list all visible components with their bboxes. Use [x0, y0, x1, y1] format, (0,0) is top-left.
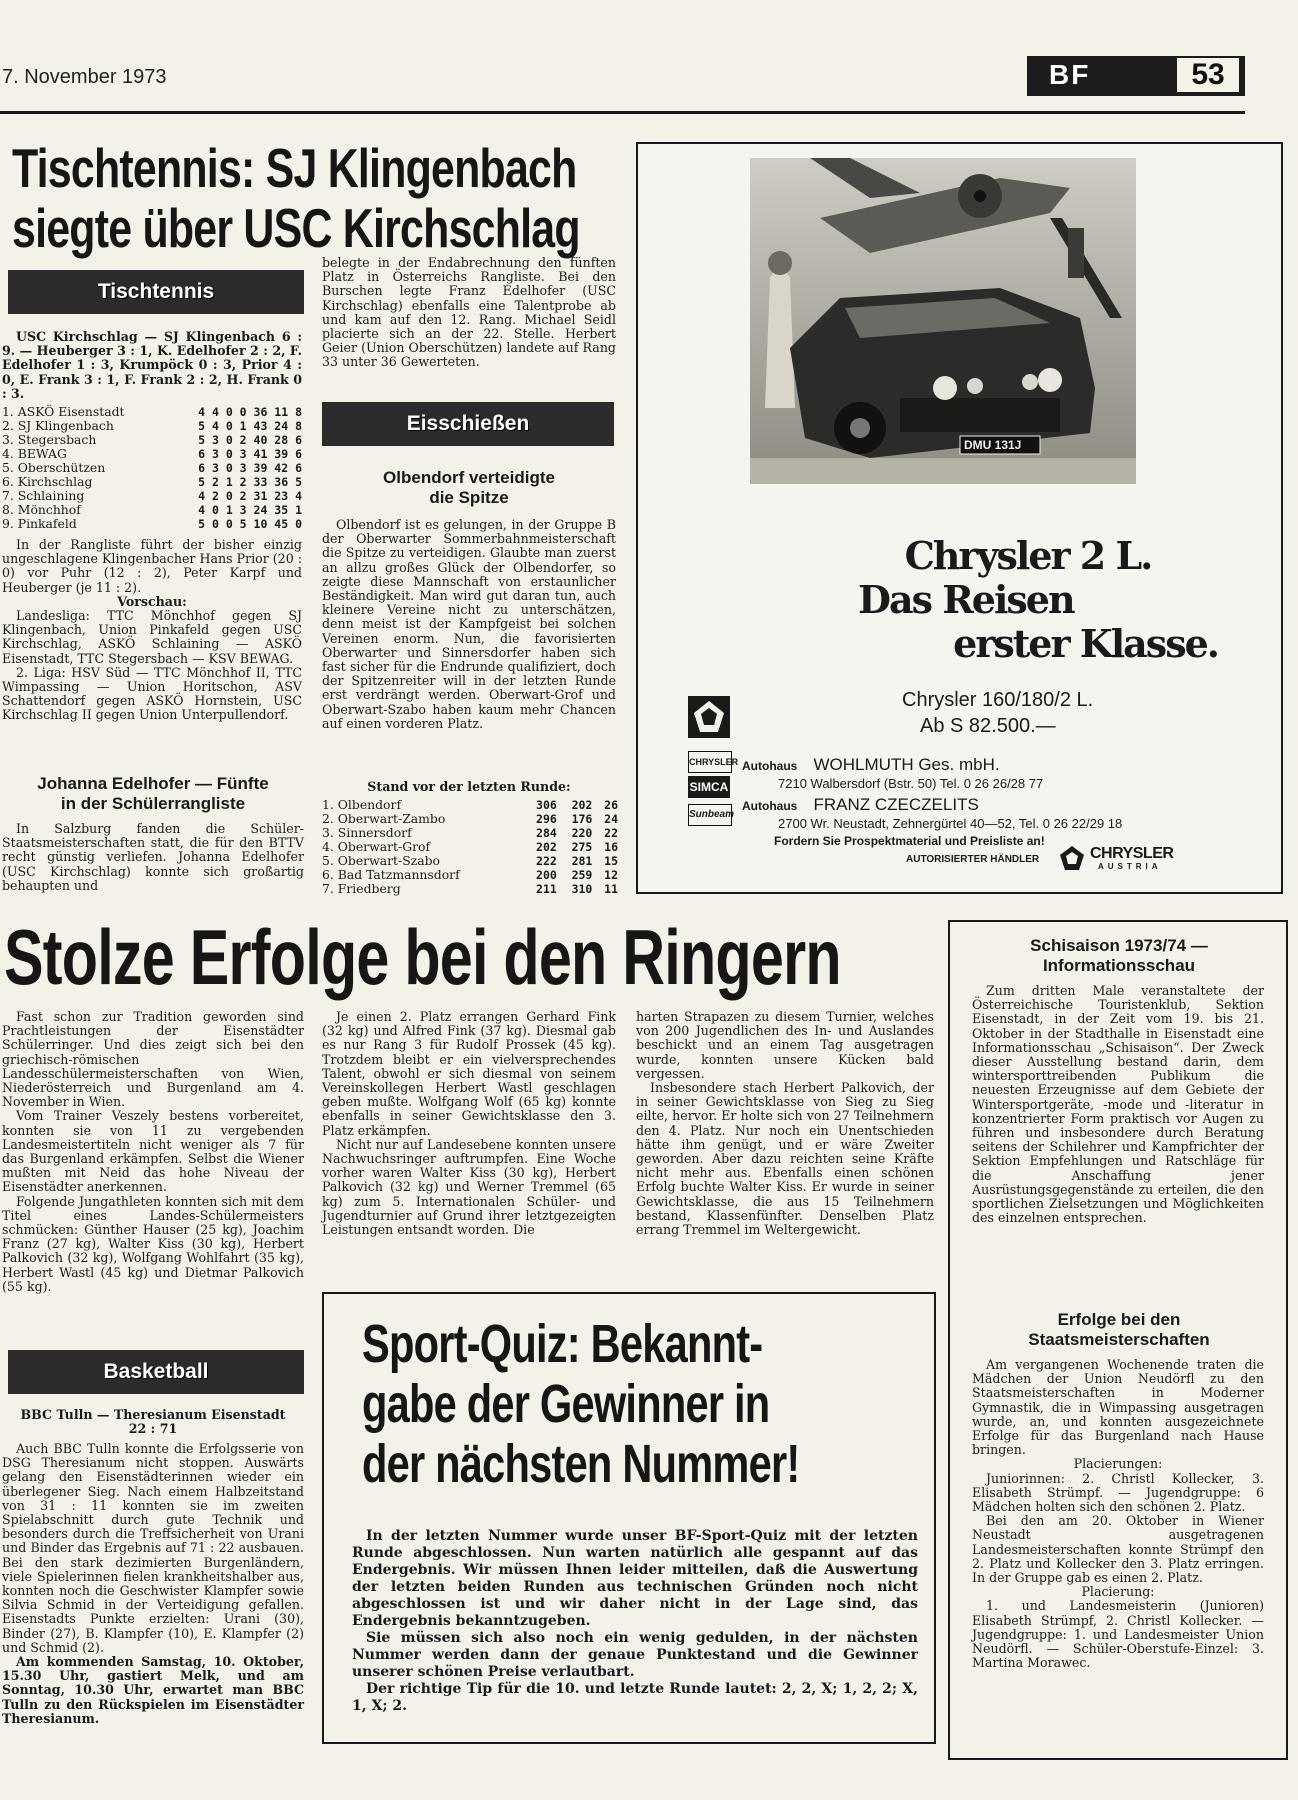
table-row: 3. Stegersbach 5 3 0 2 40 28 6	[2, 432, 302, 447]
quiz-headline: Sport-Quiz: Bekannt- gabe der Gewinner in der nächsten Nummer!	[362, 1314, 800, 1494]
table-row: 1. ASKÖ Eisenstadt 4 4 0 0 36 11 8	[2, 404, 302, 419]
table-row: 7. Schlaining 4 2 0 2 31 23 4	[2, 488, 302, 503]
table-row: 2. Oberwart-Zambo 296 176 24	[322, 811, 618, 826]
page-number: 53	[1177, 58, 1239, 92]
table-row: 4. BEWAG 6 3 0 3 41 39 6	[2, 446, 302, 461]
pentastar-icon	[688, 696, 730, 738]
edelhofer-text: In Salzburg fanden die Schüler-Staatsmeisterschaften statt, die für den BTTV recht günstig verliefen. Johanna Edelhofer (USC Kirchschlag) konnte sich großartig behaupten und	[2, 821, 304, 893]
dealer-2: Autohaus FRANZ CZECZELITS 2700 Wr. Neustadt, Zehnergürtel 40—52, Tel. 0 26 22/29 18	[742, 795, 1123, 831]
car-and-plane-illustration	[750, 158, 1136, 484]
chrysler-ad	[636, 142, 1283, 894]
brand-label: BF	[1049, 59, 1091, 90]
table-row: 3. Sinnersdorf 284 220 22	[322, 825, 618, 840]
ringer-headline: Stolze Erfolge bei den Ringern	[4, 913, 841, 1001]
sport-quiz-box	[322, 1292, 936, 1744]
basketball-match: BBC Tulln — Theresianum Eisenstadt 22 : 71	[20, 1407, 286, 1437]
header-rule	[0, 111, 1245, 114]
basketball-text: Auch BBC Tulln konnte die Erfolgsserie von DSG Theresianum nicht stoppen. Auswärts gelang den Eisenstädterinnen wieder ein überlegener Sieg. Nach einem Halbzeitstand von 31 : 11 konnten sie im zweiten Spielabschnitt durch gute Technik und besonders durch die Treffsicherheit von Urani und Binder das Ergebnis auf 71 : 22 ausbauen. Bei den stark dezimierten Burgenländern, viele Spielerinnen fielen krankheitshalber aus, konnten noch die Geschwister Klampfer sowie Silvia Schmid in der Verteidigung gefallen. Eisenstadts Punkte erzielten: Urani (30), Binder (27), B. Klampfer (10), E. Klampfer (2) und Schmid (2). Am kommenden Samstag, 10. Oktober, 15.30 Uhr, gastiert Melk, und am Sonntag, 10.30 Uhr, erwartet man BBC Tulln zu den Rückspielen im Eisenstädter Theresianum.	[2, 1441, 304, 1726]
erfolge-title: Erfolge bei den Staatsmeisterschaften	[1028, 1310, 1210, 1349]
table-row: 5. Oberschützen 6 3 0 3 39 42 6	[2, 460, 302, 475]
quiz-text: In der letzten Nummer wurde unser BF-Sport-Quiz mit der letzten Runde abgeschlossen. Nun warten natürlich alle gespannt auf das Endergebnis. Wir müssen Ihnen leider mitteilen, daß die Auswertung der letzten beiden Runden aus technischen Gründen noch nicht abgeschlossen ist und wir daher nicht in der Lage sind, das Endergebnis bekanntzugeben. Sie müssen sich also noch ein wenig gedulden, in der nächsten Nummer werden dann der genaue Punktestand und die Gewinner unserer schönen Preise verlautbart. Der richtige Tip für die 10. und letzte Runde lautet: 2, 2, X; 1, 2, 2; X, 1, X; 2.	[352, 1528, 918, 1714]
schisaison-box	[948, 920, 1288, 1760]
tischtennis-continuation: belegte in der Endabrechnung den fünften Platz in Österreichs Rangliste. Bei den Burschen legte Franz Edelhofer (USC Kirchschlag) ebenfalls eine Talentprobe ab und kam auf den 12. Rang. Michael Seidl placierte sich an der 22. Stelle. Herbert Geier (Union Oberschützen) landete auf Rang 33 unter 36 Gewerteten.	[322, 255, 616, 370]
tischtennis-match-intro: USC Kirchschlag — SJ Klingenbach 6 : 9. — Heuberger 3 : 1, K. Edelhofer 2 : 2, F. Edelhofer 1 : 3, Krumpöck 0 : 3, Prior 4 : 0, E. Frank 3 : 1, F. Frank 2 : 2, H. Frank 0 : 3.	[2, 329, 302, 401]
eisschiessen-title: Olbendorf verteidigte die Spitze	[383, 468, 555, 507]
table-row: 1. Olbendorf 306 202 26	[322, 797, 618, 812]
eisschiessen-standings	[320, 798, 620, 896]
table-row: 5. Oberwart-Szabo 222 281 15	[322, 853, 618, 868]
basketball-band: Basketball	[8, 1350, 304, 1394]
ad-price: Ab S 82.500.—	[920, 715, 1056, 737]
schisaison-title: Schisaison 1973/74 — Informationsschau	[1030, 936, 1208, 975]
ad-photo	[750, 158, 1136, 484]
masthead-badge	[1027, 56, 1245, 96]
tischtennis-headline-1: Tischtennis: SJ Klingenbach	[12, 137, 577, 199]
tischtennis-headline-2: siegte über USC Kirchschlag	[12, 197, 580, 259]
schisaison-text: Zum dritten Male veranstaltete der Österreichische Touristenklub, Sektion Eisenstadt, in der Zeit vom 19. bis 21. Oktober in der Stadthalle in Eisenstadt eine Informationsschau „Schisaison“. Der Zweck dieser Ausstellung bestand darin, dem wintersporttreibenden Publikum die neuesten Erzeugnisse auf dem Gebiete der Wintersportgeräte, -mode und -literatur in konzentrierter Form praktisch vor Augen zu führen und insbesondere durch Beratung seitens der Schilehrer und Kampfrichter der Sektion Empfehlungen und Ratschläge für die Anschaffung jener Ausrüstungsgegenstände zu erteilen, die den sportlichen Zielsetzungen und Möglichkeiten des einzelnen entsprechen.	[972, 983, 1264, 1226]
ringer-col-2: Je einen 2. Platz errangen Gerhard Fink (32 kg) und Alfred Fink (37 kg). Diesmal gab es nur Rang 3 für Rudolf Prossek (45 kg). Trotzdem bleibt er ein vielversprechendes Talent, obwohl er sich diesmal von seinem Vereinskollegen Herbert Wastl geschlagen geben mußte. Wolfgang Wolf (65 kg) konnte ebenfalls in seiner Gewichtsklasse den 3. Platz erkämpfen. Nicht nur auf Landesebene konnten unsere Nachwuchsringer auftrumpfen. Eine Woche vorher waren Walter Kiss (30 kg), Herbert Palkovich (32 kg) und Werner Tremmel (65 kg) zum 5. Internationalen Schüler- und Jugendturnier auf Grund ihrer letztgezeigten Leistungen entsandt worden. Die	[322, 1009, 616, 1238]
brand-tag-chrysler: CHRYSLER	[688, 751, 732, 773]
chrysler-logo-sub: AUSTRIA	[1098, 862, 1162, 871]
eisschiessen-band: Eisschießen	[322, 402, 614, 446]
pentastar-logo-box	[688, 696, 730, 738]
tischtennis-text: In der Rangliste führt der bisher einzig ungeschlagene Klingenbacher Hans Prior (20 : 0) vor Puhr (12 : 2), Peter Karpf und Heuberger (je 11 : 2). Vorschau: Landesliga: TTC Mönchhof gegen SJ Klingenbach, Union Pinkafeld gegen USC Kirchschlag, ASKÖ Schlaining — ASKÖ Eisenstadt, TTC Stegersbach — KSV BEWAG. 2. Liga: HSV Süd — TTC Mönchhof II, TTC Wimpassing — Union Horitschon, ASV Schattendorf gegen ASKÖ Hornstein, USC Kirchschlag II gegen Union Unterpullendorf.	[2, 537, 302, 723]
tischtennis-band: Tischtennis	[8, 270, 304, 314]
eisschiessen-text: Olbendorf ist es gelungen, in der Gruppe B der Oberwarter Sommerbahnmeisterschaft die Spitze zu verteidigen. Glaubte man zuerst an allzu großes Glück der Olbendorfer, so zeigte diese Mannschaft von erstaunlicher Beständigkeit. Man wird gut daran tun, auch kleinere Vereine nicht zu unterschätzen, denn meist ist der Kampfgeist bei solchen Vereinen enorm. Nun, die favorisierten Oberwarter und Sinnersdorfer haben sich fast sicher für die Endrunde qualifiziert, doch der Spitzenreiter will in der letzten Runde erst verdrängt werden. Oberwart-Grof und Oberwart-Szabo haben kaum mehr Chancen auf einen vorderen Platz.	[322, 517, 616, 731]
erfolge-text: Am vergangenen Wochenende traten die Mädchen der Union Neudörfl zu den Staatsmeisterschaften in Moderner Gymnastik, die in Wimpassing ausgetragen wurde, an, und konnten ausgezeichnete Erfolge für das Burgenland nach Hause bringen. Placierungen: Juniorinnen: 2. Christl Kollecker, 3. Elisabeth Strümpf. — Jugendgruppe: 6 Mädchen holten sich den schönen 2. Platz. Bei den am 20. Oktober in Wiener Neustadt ausgetragenen Landesmeisterschaften konnte Strümpf den 2. Platz und Kollecker den 3. Platz erringen. In der Gruppe gab es einen 2. Platz. Placierung: 1. und Landesmeisterin (Junioren) Elisabeth Strümpf, 2. Christl Kollecker. — Jugendgruppe: 1. und Landesmeister Union Neudörfl. — Schüler-Oberstufe-Einzel: 3. Martina Morawec.	[972, 1357, 1264, 1671]
table-row: 4. Oberwart-Grof 202 275 16	[322, 839, 618, 854]
table-row: 8. Mönchhof 4 0 1 3 24 35 1	[2, 502, 302, 517]
table-row: 6. Kirchschlag 5 2 1 2 33 36 5	[2, 474, 302, 489]
ad-headline: Chrysler 2 L. Das Reisen erster Klasse.	[858, 533, 1218, 666]
table-row: 6. Bad Tatzmannsdorf 200 259 12	[322, 867, 618, 882]
edelhofer-title: Johanna Edelhofer — Fünfte in der Schülerrangliste	[37, 774, 269, 813]
brand-tag-simca: SIMCA	[688, 776, 730, 798]
table-row: 7. Friedberg 211 310 11	[322, 881, 618, 896]
ad-request: Fordern Sie Prospektmaterial und Preisliste an!	[774, 834, 1045, 848]
ringer-col-1: Fast schon zur Tradition geworden sind Prachtleistungen der Eisenstädter Schülerringer. Und dies zeigt sich bei den griechisch-römischen Landesschülermeisterschaften von Wien, Niederösterreich und Burgenland am 4. November in Wien. Vom Trainer Veszely bestens vorbereitet, konnten sie von 11 zu vergebenden Landesmeistertiteln nicht weniger als 7 für das Burgenland erkämpfen. Selbst die Wiener mußten mit Neid das hohe Niveau der Eisenstädter anerkennen. Folgende Jungathleten konnten sich mit dem Titel eines Landes-Schülermeisters schmücken: Günther Hauser (25 kg), Joachim Franz (27 kg), Walter Kiss (30 kg), Herbert Palkovich (32 kg), Wolfgang Wohlfahrt (35 kg), Herbert Wastl (45 kg) und Dietmar Palkovich (55 kg).	[2, 1009, 304, 1294]
ringer-col-3: harten Strapazen zu diesem Turnier, welches von 200 Jugendlichen des In- und Auslandes beschickt und an einem Tag ausgetragen wurde, konnten unsere Kücken bald vergessen. Insbesondere stach Herbert Palkovich, der in seiner Gewichtsklasse von Sieg zu Sieg eilte, hervor. Er holte sich von 27 Teilnehmern den 4. Platz. Nur noch ein Unentschieden hätte ihm genügt, und er wäre Zweiter geworden. Aber dazu reichten seine Kräfte nicht mehr aus. Ebenfalls einen schönen Erfolg buchte Walter Kiss. Er wurde in seiner Gewichtsklasse, die aus 15 Teilnehmern bestand, Klassenfünfter. Denselben Platz errang Tremmel im Weltergewicht.	[636, 1009, 934, 1238]
tischtennis-standings	[0, 405, 304, 531]
ad-authorized: AUTORISIERTER HÄNDLER	[906, 854, 1040, 865]
issue-date: 7. November 1973	[2, 66, 167, 88]
table-row: 9. Pinkafeld 5 0 0 5 10 45 0	[2, 516, 302, 531]
dealer-1: Autohaus WOHLMUTH Ges. mbH. 7210 Walbersdorf (Bstr. 50) Tel. 0 26 26/28 77	[742, 755, 1044, 791]
pentastar-small-icon	[1058, 844, 1086, 872]
ad-models: Chrysler 160/180/2 L.	[902, 689, 1094, 711]
brand-tag-sunbeam: Sunbeam	[688, 804, 732, 826]
license-plate: DMU 131J	[964, 438, 1022, 452]
chrysler-logo: CHRYSLER	[1090, 845, 1174, 862]
eisschiessen-stand-title: Stand vor der letzten Runde:	[367, 779, 571, 794]
table-row: 2. SJ Klingenbach 5 4 0 1 43 24 8	[2, 418, 302, 433]
